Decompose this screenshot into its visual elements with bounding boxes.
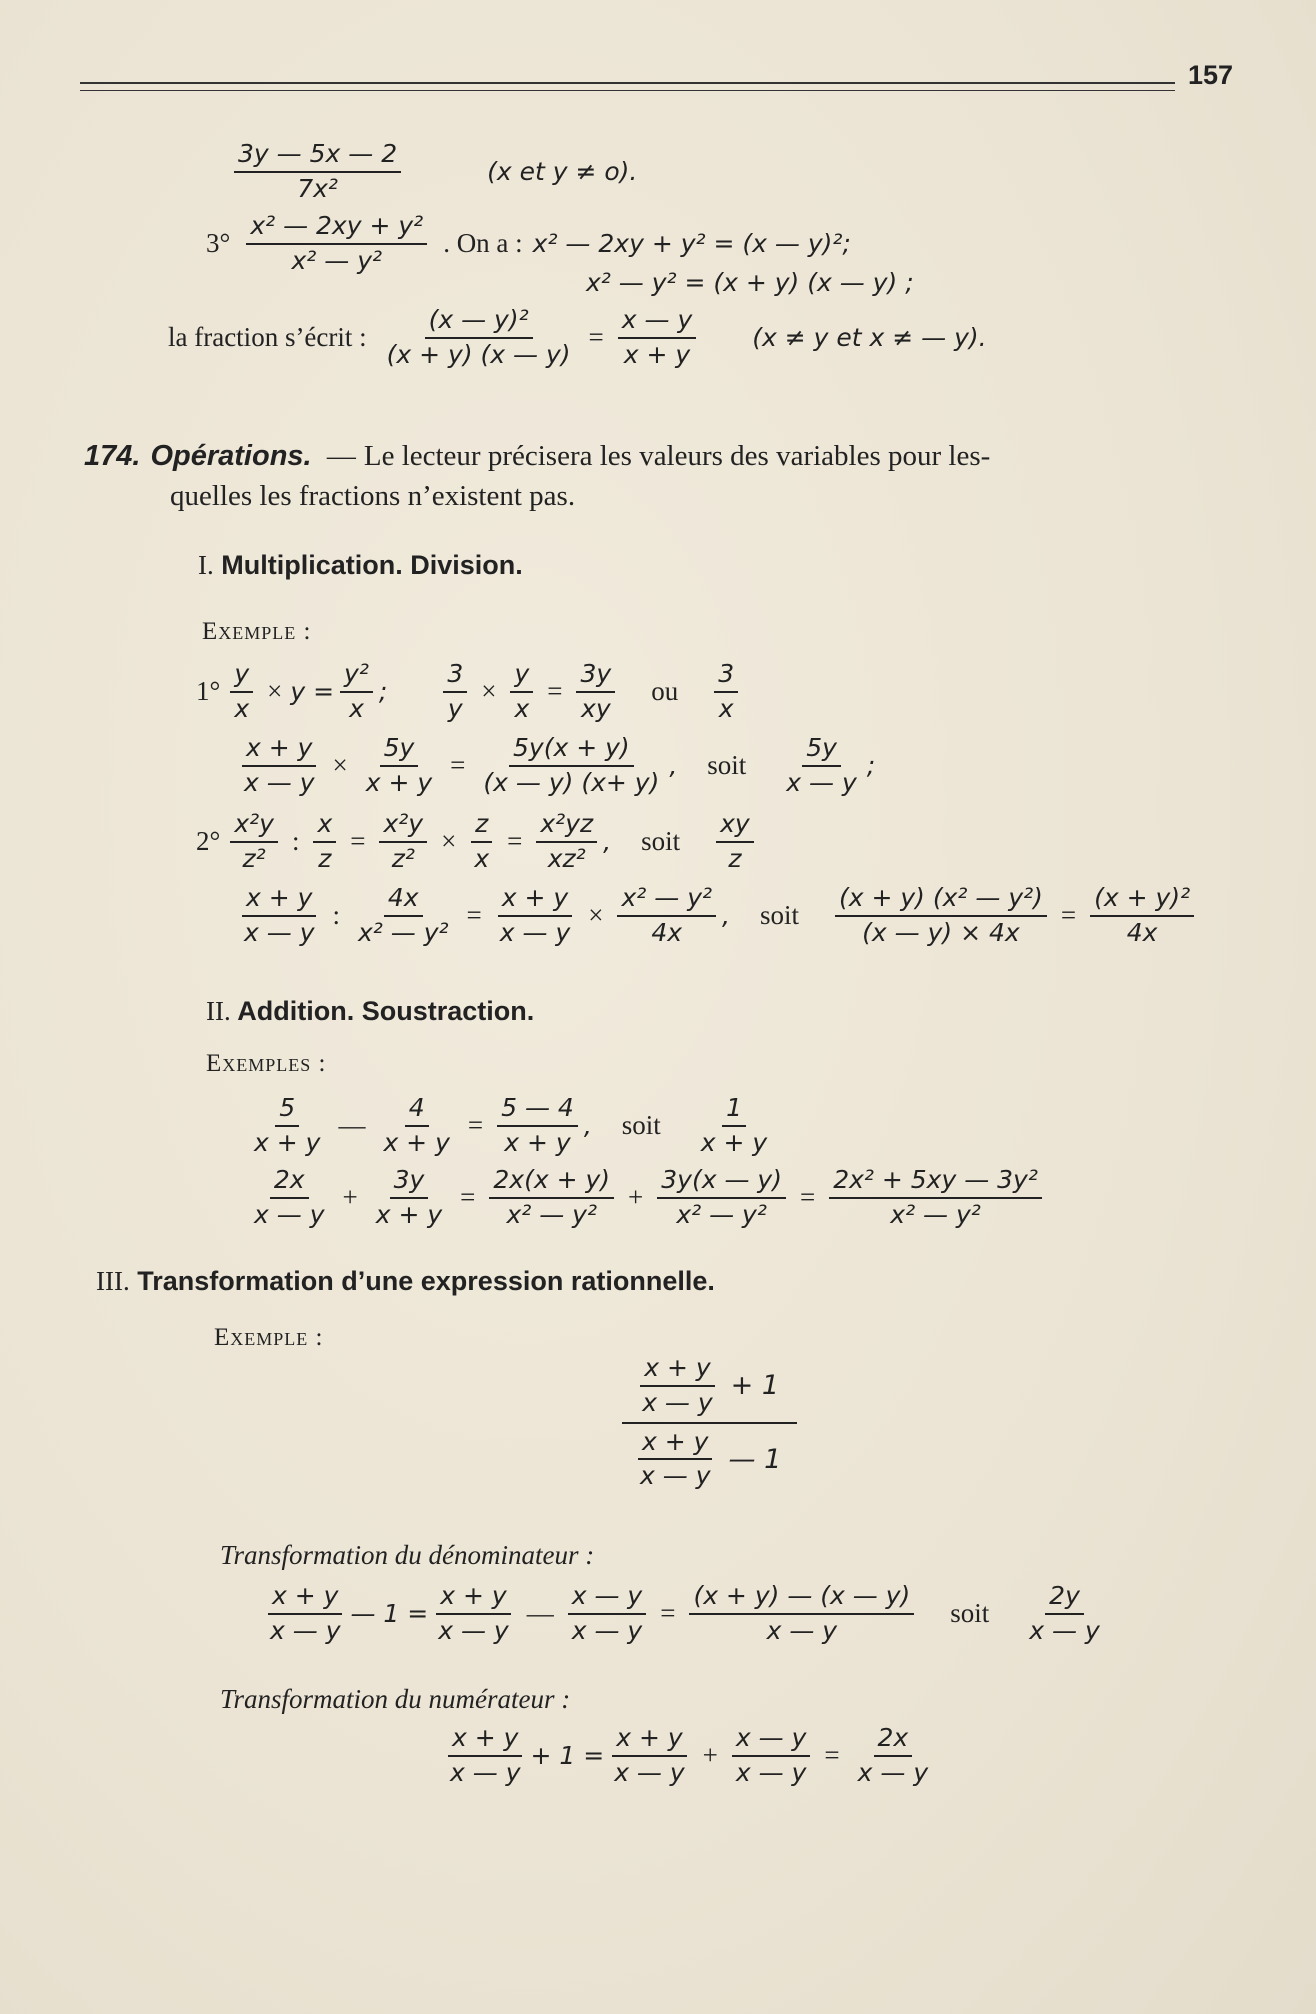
page-number: 157 <box>1188 60 1234 90</box>
top-line-3: x² — y² = (x + y) (x — y) ; <box>586 268 914 297</box>
den-transform-row: $\frac{x + y}{x — y}$ — 1 = $\frac{x + y}{x — y}$ — $\frac{x — y}{x — y}$ = $\frac{(x + y) — (x — y)}{x — y}$ soit $\frac{2y}{x — y}$ <box>270 1581 1100 1645</box>
part2-example-label: Exemples : <box>206 1050 327 1077</box>
section-heading: 174. Opérations. — Le lecteur précisera les valeurs des variables pour les- <box>84 440 991 472</box>
part2-row1: $\frac{5}{x + y}$ — $\frac{4}{x + y}$ = $\frac{5 — 4}{x + y}$ , soit $\frac{1}{x + y}$ <box>254 1093 768 1157</box>
num-transform-heading: Transformation du numérateur : <box>220 1684 571 1714</box>
num-transform-row: $\frac{x + y}{x — y}$ + 1 = $\frac{x + y}{x — y}$ + $\frac{x — y}{x — y}$ = $\frac{2x}{x — y}$ <box>450 1723 929 1787</box>
top-line-1 <box>228 140 637 204</box>
part2-heading: II. Addition. Soustraction. <box>206 996 535 1026</box>
top-line-2: 3° $\frac{\text{x² — 2xy + y²}}{\text{x² — y²}}$ . On a : x² — 2xy + y² = (x — y)²; <box>206 211 851 275</box>
header-rule <box>80 82 1175 91</box>
part1-heading: I. Multiplication. Division. <box>198 550 523 580</box>
fraction: $\frac{3y — 5x — 2}{\text{7x²}}$ <box>234 140 401 204</box>
part1-row2: $\frac{x + y}{x — y}$ × $\frac{5y}{x + y}$ = $\frac{5y(x + y)}{(x — y) (x+ y)}$ , soit $\frac{5y}{x — y}$ ; <box>244 733 876 797</box>
part1-example-label: Exemple : <box>202 618 312 645</box>
condition: (x et y ≠ o). <box>487 157 638 187</box>
part1-row1: 1° $\frac{y}{x}$ × y = $\frac{\text{y²}}{x}$ ; $\frac{3}{y}$ × $\frac{y}{x}$ = $\frac{3y}{xy}$ ou $\frac{3}{x}$ <box>196 660 744 724</box>
den-transform-heading: Transformation du dénominateur : <box>220 1540 595 1570</box>
part1-row4: $\frac{x + y}{x — y}$ : $\frac{4x}{\text{x² — y²}}$ = $\frac{x + y}{x — y}$ × $\frac{\text{x² — y²}}{4x}$ , soit $\frac{\text{(x + y) (x² — y²)}}{(x — y) \times 4x}$ = $\frac{\text{(x + y)²}}{4x}$ <box>234 884 1200 948</box>
section-text-line-2: quelles les fractions n’existent pas. <box>170 480 576 512</box>
part1-row3: 2° $\frac{\text{x²y}}{\text{z²}}$ : $\frac{x}{z}$ = $\frac{\text{x²y}}{\text{z²}}$ × $\frac{z}{x}$ = $\frac{\text{x²yz}}{\text{xz²}}$ , soit $\frac{xy}{z}$ <box>196 810 760 874</box>
top-line-4: la fraction s’écrit : $\frac{\text{(x — y)²}}{(x + y) (x — y)}$ = $\frac{x — y}{x + y}$ (x ≠ y et x ≠ — y). <box>168 305 987 369</box>
compound-fraction: $\frac{x + y}{x — y}$ + 1 $\frac{x + y}{x — y}$ — 1 <box>620 1354 799 1491</box>
part3-example-label: Exemple : <box>214 1324 324 1351</box>
part3-heading: III. Transformation d’une expression rationnelle. <box>96 1266 715 1296</box>
part2-row2: $\frac{2x}{x — y}$ + $\frac{3y}{x + y}$ = $\frac{2x(x + y)}{\text{x² — y²}}$ + $\frac{3y(x — y)}{\text{x² — y²}}$ = $\frac{\text{2x² + 5xy — 3y²}}{\text{x² — y²}}$ <box>244 1166 1048 1230</box>
